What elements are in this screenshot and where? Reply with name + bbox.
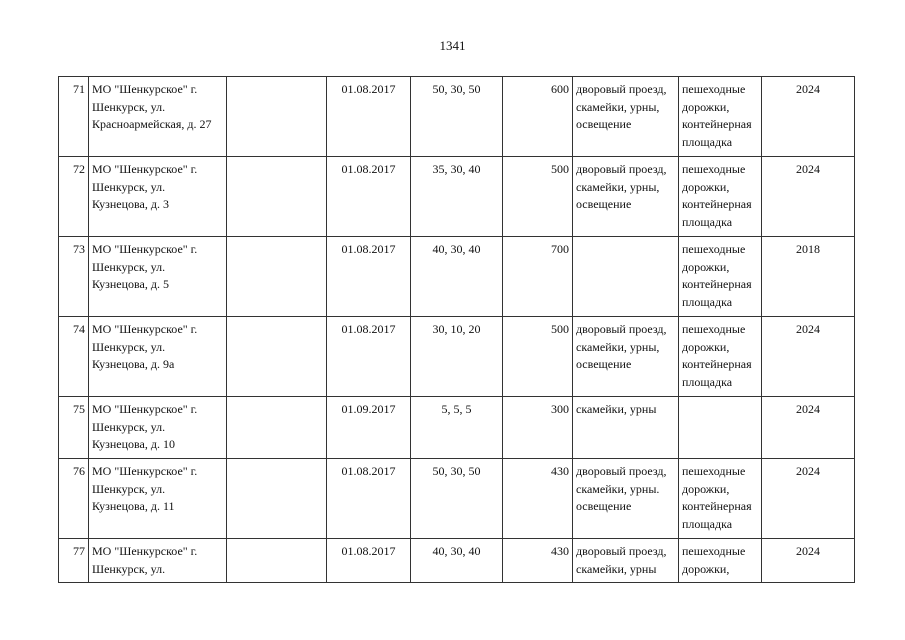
- address-cell: [89, 237, 227, 317]
- address-line: Кузнецова, д. 10: [92, 437, 175, 451]
- date-cell: 01.08.2017: [327, 237, 411, 317]
- address-cell: [89, 157, 227, 237]
- works-line: площадка: [682, 294, 733, 309]
- additional-works-cell: [679, 77, 762, 157]
- year-cell: 2024: [762, 77, 855, 157]
- table-row: [59, 539, 855, 583]
- date-cell: 01.08.2017: [327, 77, 411, 157]
- blank-cell: [227, 317, 327, 397]
- additional-works-cell: [679, 397, 762, 459]
- address-cell: [89, 397, 227, 459]
- works-line: контейнерная: [682, 277, 752, 291]
- address-line: МО "Шенкурское" г.: [92, 82, 198, 96]
- works-line: пешеходные: [682, 82, 746, 96]
- area-cell: 600: [503, 77, 573, 157]
- row-number: 71: [59, 77, 89, 157]
- works-line: пешеходные: [682, 544, 746, 558]
- blank-cell: [227, 459, 327, 539]
- area-cell: 430: [503, 539, 573, 583]
- minimum-works-cell: [573, 459, 679, 539]
- works-line: дворовый проезд,: [576, 82, 667, 96]
- works-line: освещение: [576, 197, 632, 211]
- address-line: МО "Шенкурское" г.: [92, 544, 198, 558]
- minimum-works-cell: [573, 317, 679, 397]
- works-line: пешеходные: [682, 162, 746, 176]
- address-line: МО "Шенкурское" г.: [92, 402, 198, 416]
- date-cell: 01.08.2017: [327, 459, 411, 539]
- table-row: [59, 397, 855, 459]
- works-line: контейнерная: [682, 357, 752, 371]
- table-row: [59, 459, 855, 539]
- works-line: дворовый проезд,: [576, 162, 667, 176]
- works-line: скамейки, урны.: [576, 481, 660, 496]
- table-row: [59, 317, 855, 397]
- date-cell: 01.09.2017: [327, 397, 411, 459]
- year-cell: 2024: [762, 317, 855, 397]
- works-line: освещение: [576, 357, 632, 371]
- address-line: Кузнецова, д. 9а: [92, 357, 175, 371]
- minimum-works-cell: [573, 157, 679, 237]
- row-number: 77: [59, 539, 89, 583]
- table-row: [59, 157, 855, 237]
- works-line: дорожки,: [682, 179, 730, 194]
- courtyard-registry-table: [58, 76, 855, 583]
- works-line: дорожки,: [682, 99, 730, 114]
- works-line: дорожки,: [682, 561, 730, 576]
- year-cell: 2018: [762, 237, 855, 317]
- dimensions-cell: 50, 30, 50: [411, 77, 503, 157]
- address-line: Шенкурск, ул.: [92, 99, 166, 114]
- area-cell: 500: [503, 157, 573, 237]
- dimensions-cell: 40, 30, 40: [411, 237, 503, 317]
- blank-cell: [227, 157, 327, 237]
- address-cell: [89, 539, 227, 583]
- works-line: пешеходные: [682, 322, 746, 336]
- area-cell: 700: [503, 237, 573, 317]
- row-number: 74: [59, 317, 89, 397]
- additional-works-cell: [679, 157, 762, 237]
- address-cell: [89, 459, 227, 539]
- address-line: Шенкурск, ул.: [92, 561, 166, 576]
- additional-works-cell: [679, 539, 762, 583]
- works-line: контейнерная: [682, 499, 752, 513]
- year-cell: 2024: [762, 539, 855, 583]
- works-line: освещение: [576, 117, 632, 131]
- blank-cell: [227, 539, 327, 583]
- address-line: Красноармейская, д. 27: [92, 117, 212, 131]
- date-cell: 01.08.2017: [327, 317, 411, 397]
- works-line: дорожки,: [682, 481, 730, 496]
- area-cell: 500: [503, 317, 573, 397]
- blank-cell: [227, 397, 327, 459]
- works-line: площадка: [682, 374, 733, 389]
- address-line: МО "Шенкурское" г.: [92, 242, 198, 256]
- year-cell: 2024: [762, 397, 855, 459]
- date-cell: 01.08.2017: [327, 157, 411, 237]
- works-line: площадка: [682, 214, 733, 229]
- blank-cell: [227, 237, 327, 317]
- date-cell: 01.08.2017: [327, 539, 411, 583]
- works-line: скамейки, урны,: [576, 339, 660, 354]
- blank-cell: [227, 77, 327, 157]
- minimum-works-cell: [573, 77, 679, 157]
- dimensions-cell: 30, 10, 20: [411, 317, 503, 397]
- address-line: Шенкурск, ул.: [92, 419, 166, 434]
- additional-works-cell: [679, 317, 762, 397]
- additional-works-cell: [679, 459, 762, 539]
- works-line: скамейки, урны: [576, 402, 657, 416]
- works-line: контейнерная: [682, 117, 752, 131]
- dimensions-cell: 50, 30, 50: [411, 459, 503, 539]
- dimensions-cell: 5, 5, 5: [411, 397, 503, 459]
- works-line: дорожки,: [682, 259, 730, 274]
- address-line: МО "Шенкурское" г.: [92, 322, 198, 336]
- works-line: дворовый проезд,: [576, 464, 667, 478]
- page-number: 1341: [439, 38, 466, 53]
- table-row: [59, 77, 855, 157]
- works-line: скамейки, урны,: [576, 99, 660, 114]
- works-line: пешеходные: [682, 464, 746, 478]
- row-number: 72: [59, 157, 89, 237]
- row-number: 73: [59, 237, 89, 317]
- address-line: Кузнецова, д. 3: [92, 197, 169, 211]
- row-number: 76: [59, 459, 89, 539]
- year-cell: 2024: [762, 157, 855, 237]
- minimum-works-cell: [573, 397, 679, 459]
- additional-works-cell: [679, 237, 762, 317]
- works-line: пешеходные: [682, 242, 746, 256]
- works-line: дворовый проезд,: [576, 322, 667, 336]
- works-line: контейнерная: [682, 197, 752, 211]
- row-number: 75: [59, 397, 89, 459]
- dimensions-cell: 40, 30, 40: [411, 539, 503, 583]
- works-line: дорожки,: [682, 339, 730, 354]
- address-cell: [89, 317, 227, 397]
- address-line: Шенкурск, ул.: [92, 481, 166, 496]
- works-line: освещение: [576, 499, 632, 513]
- address-line: Шенкурск, ул.: [92, 179, 166, 194]
- year-cell: 2024: [762, 459, 855, 539]
- address-cell: [89, 77, 227, 157]
- works-line: площадка: [682, 516, 733, 531]
- dimensions-cell: 35, 30, 40: [411, 157, 503, 237]
- address-line: МО "Шенкурское" г.: [92, 464, 198, 478]
- works-line: скамейки, урны,: [576, 179, 660, 194]
- address-line: Шенкурск, ул.: [92, 339, 166, 354]
- area-cell: 430: [503, 459, 573, 539]
- minimum-works-cell: [573, 237, 679, 317]
- address-line: Шенкурск, ул.: [92, 259, 166, 274]
- address-line: Кузнецова, д. 5: [92, 277, 169, 291]
- area-cell: 300: [503, 397, 573, 459]
- address-line: Кузнецова, д. 11: [92, 499, 175, 513]
- minimum-works-cell: [573, 539, 679, 583]
- works-line: площадка: [682, 134, 733, 149]
- table-row: [59, 237, 855, 317]
- address-line: МО "Шенкурское" г.: [92, 162, 198, 176]
- table-body: [59, 77, 855, 583]
- works-line: дворовый проезд,: [576, 544, 667, 558]
- works-line: скамейки, урны: [576, 561, 657, 576]
